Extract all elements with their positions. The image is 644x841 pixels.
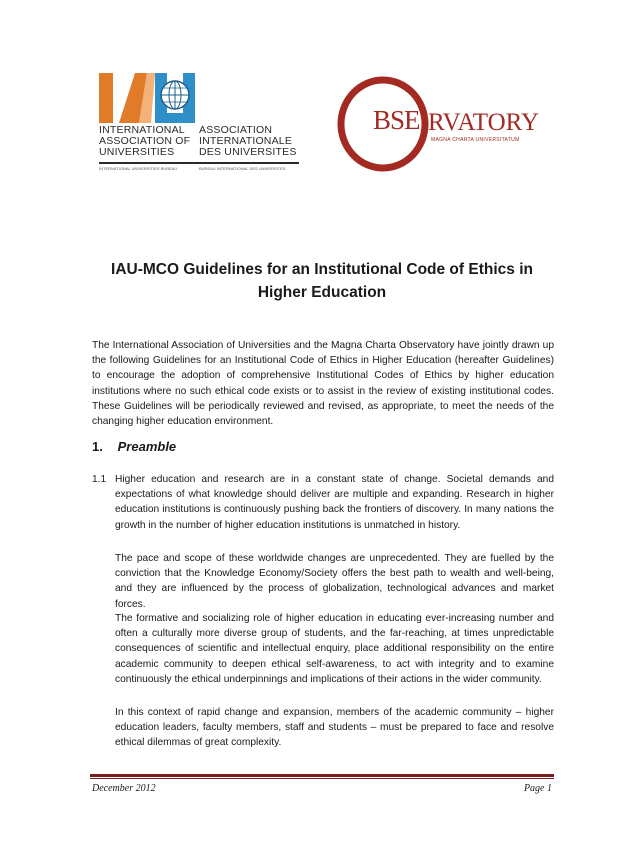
- document-title: [80, 258, 564, 304]
- iau-en-line3: UNIVERSITIES: [99, 146, 175, 158]
- observatory-subtitle: MAGNA CHARTA UNIVERSITATUM: [431, 137, 520, 143]
- iau-mark-icon: [99, 73, 195, 123]
- section-heading: [92, 439, 176, 454]
- footer-page-number: Page 1: [523, 783, 552, 794]
- observatory-rvatory: RVATORY: [428, 109, 540, 136]
- item-paragraph: The pace and scope of these worldwide changes are unprecedented. They are fuelled by the conviction that the Knowledge Economy/Society offers the best path to wealth and well-being, and they are influenced by the process of globalization, technological advances and market forces.: [115, 553, 554, 610]
- iau-bureau-line: [99, 162, 299, 171]
- observatory-bse: BSE: [373, 105, 420, 135]
- iau-bureau-en: INTERNATIONAL UNIVERSITIES BUREAU: [99, 166, 178, 171]
- intro-paragraph: The International Association of Universities and the Magna Charta Observatory have jointly drawn up the following Guidelines for an Institutional Code of Ethics in Higher Education (hereafter Guidelines) to encourage the adoption of comprehensive Institutional Codes of Ethics by higher education institutions where no such ethical code exists or to assist in the review of existing institutional codes. These Guidelines will be periodically reviewed and revised, as appropriate, to meet the needs of the changing higher education environment.: [92, 340, 554, 428]
- item-number: 1.1: [92, 474, 107, 485]
- footer-rule: [90, 774, 554, 779]
- item-paragraph: Higher education and research are in a constant state of change. Societal demands and expectations of what knowledge should deliver are multiple and expanding. Research in higher education institutions is continuously pushing back the frontiers of discovery. In many nations the growth in the number of higher education institutions is unmatched in history.: [115, 474, 554, 531]
- observatory-logo: [333, 75, 548, 175]
- title-line-1: IAU-MCO Guidelines for an Institutional Code of Ethics in: [111, 261, 533, 278]
- iau-fr-line3: DES UNIVERSITES: [199, 146, 297, 158]
- iau-fr-line1: ASSOCIATION: [199, 124, 273, 136]
- iau-bureau-fr: BUREAU INTERNATIONAL DES UNIVERSITES: [199, 166, 286, 171]
- iau-en-line2: ASSOCIATION OF: [99, 135, 191, 147]
- iau-en-line1: INTERNATIONAL: [99, 124, 185, 136]
- iau-fr-line2: INTERNATIONALE: [199, 135, 293, 147]
- item-paragraph: In this context of rapid change and expansion, members of the academic community – higher education leaders, faculty members, staff and students – must be prepared to face and resolve ethical dilemmas of great complexity.: [115, 707, 554, 749]
- title-line-2: Higher Education: [257, 284, 387, 301]
- iau-logo: [99, 73, 299, 173]
- item-paragraph: The formative and socializing role of higher education in educating ever-increasing number and often a culturally more diverse group of students, and the far-reaching, at times unpredictable consequences of scientific and intellectual enquiry, place additional responsibility on the entire academic community to deepen ethical self-awareness, to act with integrity and to examine continuously the ethical underpinnings and implications of their actions in the wider community.: [115, 613, 554, 685]
- section-number: 1.: [92, 439, 103, 454]
- iau-wordmark: [99, 125, 299, 171]
- footer-date: December 2012: [92, 783, 156, 794]
- section-title: Preamble: [117, 439, 177, 454]
